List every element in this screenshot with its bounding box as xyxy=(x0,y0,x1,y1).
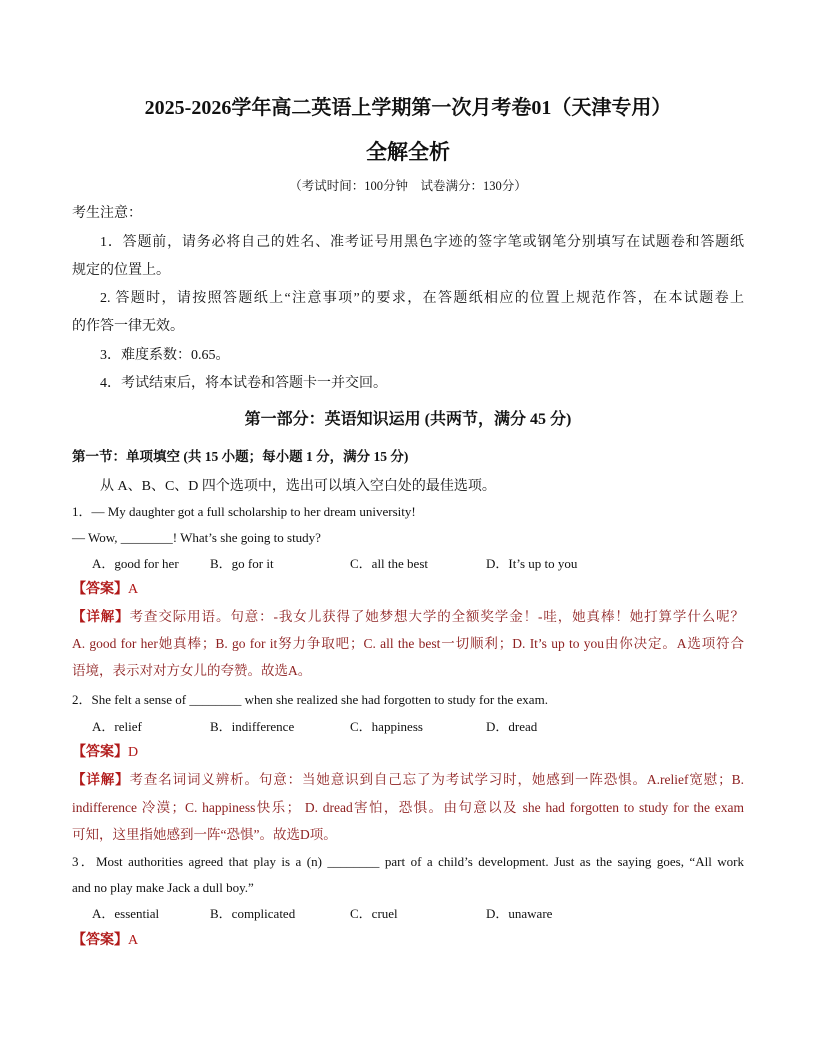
question-3-stem-line: 3．Most authorities agreed that play is a (n) ________ part of a child’s development. Just as the saying goes, “All work xyxy=(72,854,744,869)
answer-label: 【答案】 xyxy=(72,933,128,948)
notice-item-2-line: 2. 答题时，请按照答题纸上“注意事项”的要求，在答题纸相应的位置上规范作答，在本试题卷上 xyxy=(100,291,744,306)
option-a: A．good for her xyxy=(92,556,179,571)
answer-value: D xyxy=(128,745,139,760)
document-subtitle: 全解全析 xyxy=(366,140,450,164)
question-2-stem-line: 2．She felt a sense of ________ when she realized she had forgotten to study for the exam. xyxy=(72,692,548,707)
option-c: C．all the best xyxy=(350,556,428,571)
section-heading: 第一节：单项填空 (共 15 小题；每小题 1 分，满分 15 分) xyxy=(72,449,409,464)
option-a: A．relief xyxy=(92,719,142,734)
option-d: D．It’s up to you xyxy=(486,556,578,571)
question-2-answer xyxy=(72,744,138,762)
explanation-text: 考查交际用语。句意：-我女儿获得了她梦想大学的全额奖学金！-哇，她真棒！她打算学什么呢？ xyxy=(129,609,744,624)
notice-item-1-line: 1．答题前，请务必将自己的姓名、准考证号用黑色字迹的签字笔或钢笔分别填写在试题卷和答题纸 xyxy=(100,235,744,250)
option-b: B．indifference xyxy=(210,719,295,734)
notice-heading: 考生注意： xyxy=(72,206,142,221)
explanation-text: 考查名词词义辨析。句意：当她意识到自己忘了为考试学习时，她感到一阵恐惧。A.relief宽慰；B. xyxy=(129,772,745,787)
question-2-explanation-line xyxy=(72,771,744,789)
option-d: D．unaware xyxy=(486,906,553,921)
question-1-stem-line: 1．— My daughter got a full scholarship to her dream university! xyxy=(72,504,416,519)
question-3-stem-line: and no play make Jack a dull boy.” xyxy=(72,880,254,895)
option-d: D．dread xyxy=(486,719,538,734)
option-a: A．essential xyxy=(92,906,160,921)
question-3-options xyxy=(92,905,552,923)
explanation-label: 【详解】 xyxy=(72,609,130,624)
notice-item-1-line: 规定的位置上。 xyxy=(72,263,170,278)
question-1-explanation-line: 语境，表示对对方女儿的夸赞。故选A。 xyxy=(72,663,312,678)
option-c: C．cruel xyxy=(350,906,398,921)
question-2-explanation-line: 可知，这里指她感到一阵“恐惧”。故选D项。 xyxy=(72,827,337,842)
answer-value: A xyxy=(128,933,139,948)
question-1-answer xyxy=(72,581,138,599)
answer-value: A xyxy=(128,582,139,597)
notice-item-2-line: 的作答一律无效。 xyxy=(72,319,184,334)
explanation-label: 【详解】 xyxy=(72,772,130,787)
question-1-explanation-line xyxy=(72,608,744,626)
notice-item-3: 3．难度系数：0.65。 xyxy=(100,348,230,363)
option-c: C．happiness xyxy=(350,719,423,734)
option-b: B．go for it xyxy=(210,556,274,571)
section-instruction: 从 A、B、C、D 四个选项中，选出可以填入空白处的最佳选项。 xyxy=(100,479,496,494)
part-heading: 第一部分：英语知识运用 (共两节，满分 45 分) xyxy=(244,411,572,428)
answer-label: 【答案】 xyxy=(72,582,128,597)
question-2-options xyxy=(92,718,537,736)
option-b: B．complicated xyxy=(210,906,296,921)
document-title: 2025-2026学年高二英语上学期第一次月考卷01（天津专用） xyxy=(144,97,672,119)
question-1-stem-line: — Wow, ________! What’s she going to study? xyxy=(72,530,321,545)
question-2-explanation-line: indifference 冷漠；C. happiness快乐； D. dread害怕，恐惧。由句意以及 she had forgotten to study for the exam xyxy=(72,800,744,815)
notice-item-4: 4．考试结束后，将本试卷和答题卡一并交回。 xyxy=(100,376,387,391)
question-1-options xyxy=(92,555,577,573)
exam-info: （考试时间：100分钟 试卷满分：130分） xyxy=(289,179,527,193)
question-3-answer xyxy=(72,932,138,950)
answer-label: 【答案】 xyxy=(72,745,128,760)
question-1-explanation-line: A. good for her她真棒；B. go for it努力争取吧；C. all the best一切顺利；D. It’s up to you由你决定。A选项符合 xyxy=(72,636,744,651)
